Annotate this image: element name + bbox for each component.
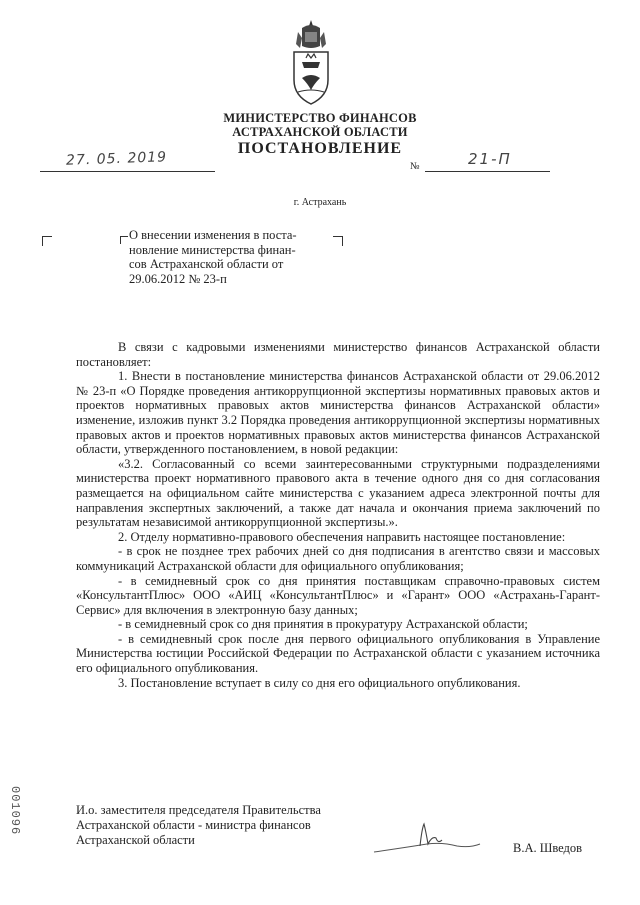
body-paragraph: - в срок не позднее трех рабочих дней со дня подписания в агентство связи и массовых коммуникаций Астраханской области для официального опубликования; — [76, 544, 600, 573]
corner-bracket-subject — [120, 236, 128, 244]
coat-of-arms-emblem — [288, 18, 334, 110]
subject-line: сов Астраханской области от — [129, 257, 284, 271]
position-line: Астраханской области — [76, 833, 195, 847]
body-paragraph: 2. Отделу нормативно-правового обеспечения направить настоящее постановление: — [118, 529, 566, 544]
subject-block — [129, 228, 329, 286]
position-line: И.о. заместителя председателя Правительства — [76, 803, 321, 817]
ministry-name — [0, 111, 640, 139]
ministry-line-1: МИНИСТЕРСТВО ФИНАНСОВ — [223, 111, 417, 125]
document-type: ПОСТАНОВЛЕНИЕ — [237, 140, 403, 157]
ministry-line-2: АСТРАХАНСКОЙ ОБЛАСТИ — [232, 125, 408, 139]
subject-line: новление министерства финан- — [129, 242, 296, 257]
body-paragraph: 1. Внести в постановление министерства финансов Астраханской области от 29.06.2012 № 23-п «О Порядке проведения антикоррупционной экспертизы нормативных правовых актов и проектов нормативных правовых актов министерства финансов Астраханской области» изменение, изложив пункт 3.2 Порядка проведения антикоррупционной экспертизы нормативных правовых актов и проектов нормативных правовых актов министерства финансов Астраханской области, утвержденного постановлением, в новой редакции: — [76, 369, 600, 457]
registration-stamp — [4, 786, 28, 846]
city: г. Астрахань — [293, 197, 347, 208]
body-paragraph: - в семидневный срок со дня принятия поставщикам справочно-правовых систем «КонсультантПлюс» ООО «АИЦ «КонсультантПлюс» и «Гарант» ООО «Астрахань-Гарант-Сервис» для включения в электронную базу данных; — [76, 573, 600, 617]
stamp-number: 001096 — [8, 786, 22, 836]
body-paragraph: 3. Постановление вступает в силу со дня его официального опубликования. — [118, 675, 521, 690]
number-label: № — [410, 161, 420, 172]
body-paragraph: В связи с кадровыми изменениями министерство финансов Астраханской области постановляет: — [76, 340, 600, 369]
document-body — [76, 340, 600, 690]
signatory-name: В.А. Шведов — [513, 841, 583, 855]
corner-bracket-right — [333, 236, 343, 246]
body-paragraph: «3.2. Согласованный со всеми заинтересованными структурными подразделениями министерства проект нормативного правового акта в течение одного дня со дня согласования размещается на официальном сайте министерства с указанием адреса электронной почты для направления экспертных заключений, а также дат начала и окончания приема заключений по результатам независимой антикоррупционной экспертизы.». — [76, 456, 600, 530]
subject-line: 29.06.2012 № 23-п — [129, 271, 227, 286]
body-paragraph: - в семидневный срок со дня принятия в прокуратуру Астраханской области; — [118, 617, 528, 632]
date-handwritten: 27. 05. 2019 — [65, 149, 168, 169]
number-handwritten: 21-П — [468, 150, 512, 168]
subject-line: О внесении изменения в поста- — [129, 228, 297, 242]
body-paragraph: - в семидневный срок после дня первого официального опубликования в Управление Министерства юстиции Российской Федерации по Астраханской области с указанием источника его официального опубликования. — [76, 631, 600, 676]
corner-bracket-left — [42, 236, 52, 246]
signatory-position — [76, 803, 376, 848]
position-line: Астраханской области - министра финансов — [76, 818, 311, 832]
handwritten-signature — [372, 818, 482, 858]
